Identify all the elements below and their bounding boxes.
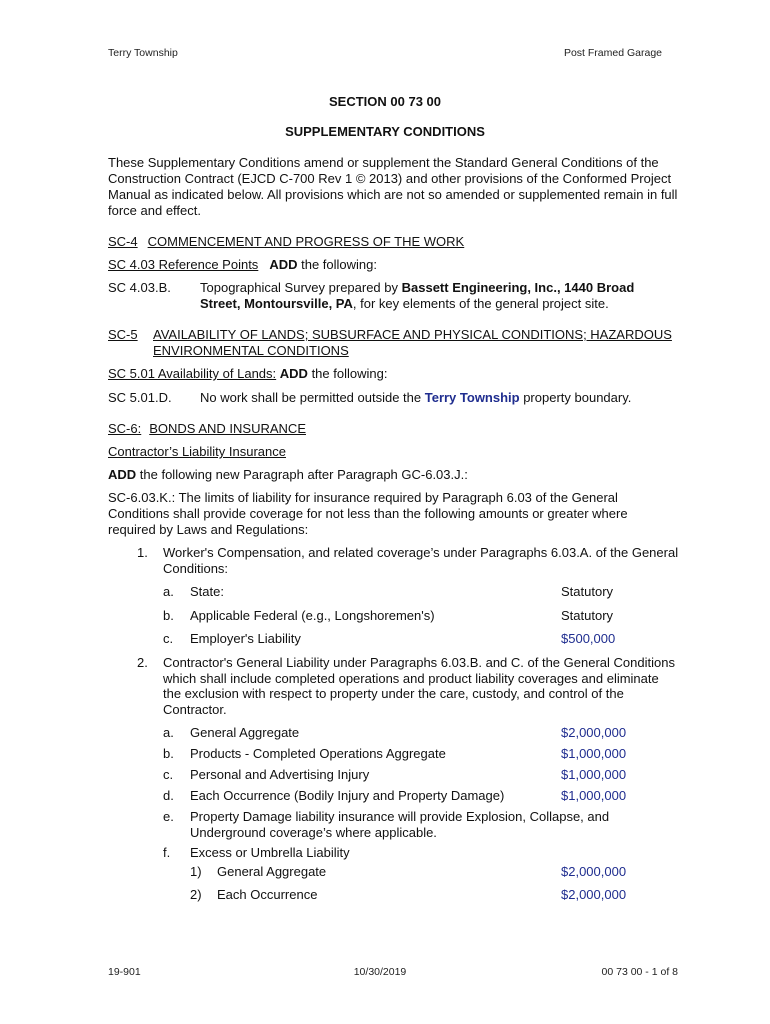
item1-c-amount: $500,000 (561, 631, 616, 646)
sc6-heading (108, 421, 306, 437)
item2-d-letter: d. (163, 788, 174, 803)
header-left: Terry Township (108, 47, 178, 59)
item2-d-text: Each Occurrence (Bodily Injury and Property Damage) (190, 788, 505, 803)
sc4-item-line-2 (200, 296, 609, 312)
sc6-heading-text: BONDS AND INSURANCE (149, 421, 306, 436)
sc5-item-number: SC 5.01.D. (108, 390, 172, 405)
item2-f1-text: General Aggregate (217, 864, 327, 879)
footer-right: 00 73 00 - 1 of 8 (601, 966, 678, 978)
sc4-item-bold-1: Bassett Engineering, Inc., 1440 Broad (401, 280, 635, 295)
item2-number: 2. (137, 655, 148, 670)
sc5-number: SC-5 (108, 327, 138, 342)
item2-f-letter: f. (163, 845, 171, 860)
sc4-heading (108, 234, 464, 250)
sc4-sub-rest: the following: (297, 257, 377, 272)
intro-line-1: These Supplementary Conditions amend or supplement the Standard General Conditions of the (108, 155, 659, 170)
item2-a-amount: $2,000,000 (561, 725, 627, 740)
item1-b-amount: Statutory (561, 608, 614, 623)
sc6-add-rest: the following new Paragraph after Paragraph GC-6.03.J.: (136, 467, 468, 482)
item2-e-line-1: Property Damage liability insurance will provide Explosion, Collapse, and (190, 809, 610, 824)
item2-b-letter: b. (163, 746, 174, 761)
item2-line-4: Contractor. (163, 702, 227, 717)
sc4-item-number: SC 4.03.B. (108, 280, 171, 295)
sc4-number: SC-4 (108, 234, 138, 249)
item1-number: 1. (137, 545, 148, 560)
sc6-number: SC-6: (108, 421, 142, 436)
item2-b-text: Products - Completed Operations Aggregate (190, 746, 446, 761)
intro-line-2: Construction Contract (EJCD C-700 Rev 1 © 2013) and other provisions of the Conformed Project (108, 171, 672, 186)
item2-a-letter: a. (163, 725, 174, 740)
sc4-item-bold-2: Street, Montoursville, PA (200, 296, 353, 311)
item1-b-letter: b. (163, 608, 174, 623)
item2-c-letter: c. (163, 767, 174, 782)
header-right: Post Framed Garage (563, 47, 662, 59)
item2-b-amount: $1,000,000 (561, 746, 627, 761)
sc6-para-line-1: SC-6.03.K.: The limits of liability for insurance required by Paragraph 6.03 of the General (108, 490, 618, 505)
sc4-add: ADD (269, 257, 298, 272)
item1-line-1: Worker's Compensation, and related coverage’s under Paragraphs 6.03.A. of the General (163, 545, 679, 560)
sc6-para-line-2: Conditions shall provide coverage for not less than the following amounts or greater where (108, 506, 628, 521)
item2-f2-amount: $2,000,000 (561, 887, 627, 902)
sc4-sub-label: SC 4.03 Reference Points (108, 257, 259, 272)
item1-a-letter: a. (163, 584, 174, 599)
item2-a-text: General Aggregate (190, 725, 300, 740)
item2-line-3: the exclusion with respect to property under the care, custody, and control of the (163, 686, 624, 701)
item1-c-text: Employer's Liability (190, 631, 301, 646)
item2-line-1: Contractor's General Liability under Paragraphs 6.03.B. and C. of the General Conditions (163, 655, 675, 670)
item2-f-text: Excess or Umbrella Liability (190, 845, 350, 860)
sc5-item-text (200, 390, 631, 406)
item1-a-amount: Statutory (561, 584, 614, 599)
item1-c-letter: c. (163, 631, 174, 646)
item2-e-line-2: Underground coverage’s where applicable. (190, 825, 437, 840)
section-subtitle: SUPPLEMENTARY CONDITIONS (285, 124, 485, 139)
sc5-sub-rest: the following: (307, 366, 388, 381)
item2-e-letter: e. (163, 809, 174, 824)
item2-c-amount: $1,000,000 (561, 767, 627, 782)
item2-f1-amount: $2,000,000 (561, 864, 627, 879)
sc5-heading-line-2: ENVIRONMENTAL CONDITIONS (153, 343, 349, 358)
footer-left: 19-901 (108, 966, 141, 978)
sc5-subheading (108, 366, 387, 382)
item2-f1-number: 1) (190, 864, 202, 879)
sc6-para-line-3: required by Laws and Regulations: (108, 522, 309, 537)
sc5-heading-line-1: AVAILABILITY OF LANDS; SUBSURFACE AND PHYSICAL CONDITIONS; HAZARDOUS (153, 327, 672, 342)
footer-center: 10/30/2019 (353, 966, 407, 978)
item2-c-text: Personal and Advertising Injury (190, 767, 370, 782)
sc4-subheading (108, 257, 377, 273)
intro-line-4: force and effect. (108, 203, 201, 218)
intro-line-3: Manual as indicated below. All provisions which are not so amended or supplemented remain in full (108, 187, 678, 202)
sc4-item-post: , for key elements of the general project site. (352, 296, 609, 311)
section-title: SECTION 00 73 00 (329, 94, 441, 109)
item2-line-2: which shall include completed operations and product liability coverages and eliminate (163, 671, 659, 686)
item2-f2-number: 2) (190, 887, 202, 902)
sc6-subheading: Contractor’s Liability Insurance (108, 444, 286, 459)
sc5-sub-label: SC 5.01 Availability of Lands: (108, 366, 277, 381)
sc6-add: ADD (108, 467, 137, 482)
sc5-add: ADD (279, 366, 308, 381)
sc6-add-line (108, 467, 468, 483)
item1-a-text: State: (190, 584, 224, 599)
sc5-item-township: Terry Township (424, 390, 520, 405)
sc5-item-post: property boundary. (519, 390, 632, 405)
item1-b-text: Applicable Federal (e.g., Longshoremen's) (190, 608, 435, 623)
item1-line-2: Conditions: (163, 561, 229, 576)
item2-f2-text: Each Occurrence (217, 887, 318, 902)
sc4-item-pre: Topographical Survey prepared by (200, 280, 402, 295)
sc4-item-line-1 (200, 280, 634, 296)
sc4-heading-text: COMMENCEMENT AND PROGRESS OF THE WORK (147, 234, 465, 249)
item2-d-amount: $1,000,000 (561, 788, 627, 803)
sc5-item-pre: No work shall be permitted outside the (200, 390, 425, 405)
